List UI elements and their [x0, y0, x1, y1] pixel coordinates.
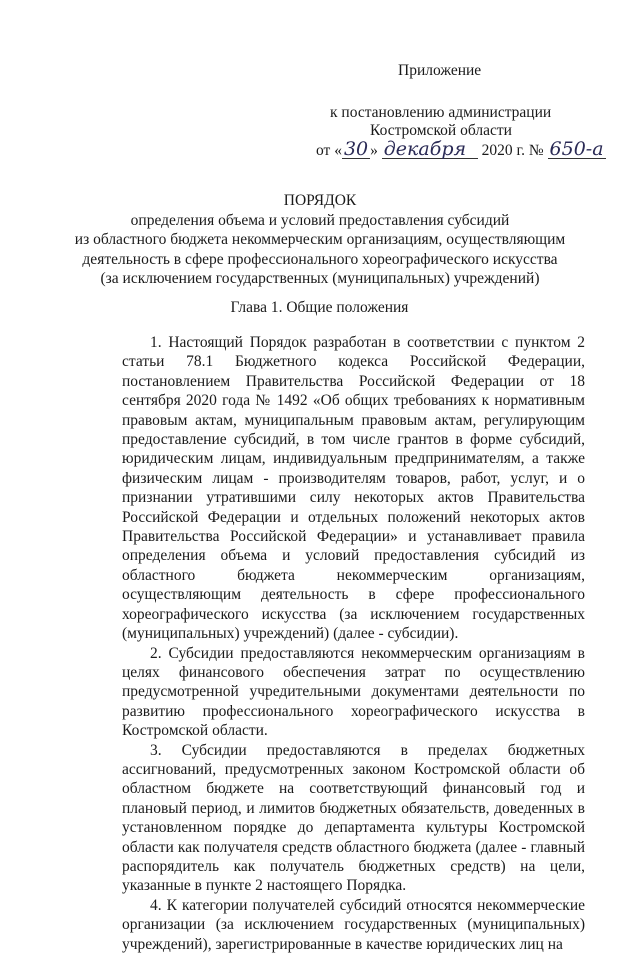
date-year: 2020 г. № [481, 142, 544, 159]
date-quote-close: » [370, 142, 378, 159]
paragraph-1: 1. Настоящий Порядок разработан в соответствии с пунктом 2 статьи 78.1 Бюджетного кодекса Российской Федерации, постановлением Правительства Российской Федерации от 18 сентября 2020 года № 1492 «Об общих требованиях к нормативным правовым актам, муниципальным правовым актам, регулирующим предоставление субсидий, в том числе грантов в форме субсидий, юридическим лицам, индивидуальным предпринимателям, а также физическим лицам - производителям товаров, работ, услуг, и о признании утратившими силу некоторых актов Правительства Российской Федерации и отдельных положений некоторых актов Правительства Российской Федерации» и устанавливает правила определения объема и условий предоставления субсидий из областного бюджета некоммерческим организациям, осуществляющим деятельность в сфере профессионального хореографического искусства (за исключением государственных (муниципальных) учреждений) (далее - субсидии). [122, 334, 585, 643]
paragraph-3: 3. Субсидии предоставляются в пределах бюджетных ассигнований, предусмотренных законом Костромской области об областном бюджете на соответствующий финансовый год и плановый период, и лимитов бюджетных обязательств, доведенных в установленном порядке до департамента культуры Костромской области как получателя средств областного бюджета (далее - главный распорядитель как получатель бюджетных средств) на цели, указанные в пункте 2 настоящего Порядка. [122, 741, 585, 895]
resolution-label: к постановлению администрации [330, 104, 552, 121]
date-prefix: от « [316, 142, 342, 159]
document-body [122, 333, 585, 954]
title-main: ПОРЯДОК [283, 192, 357, 209]
resolution-date-line [316, 140, 606, 160]
handwritten-day: 30 [343, 138, 369, 160]
paragraph-4: 4. К категории получателей субсидий относятся некоммерческие организации (за исключением государственных (муниципальных) учреждений), зарегистрированные в качестве юридических лиц на [122, 896, 585, 953]
title-line-2: из областного бюджета некоммерческим организациям, осуществляющим [74, 231, 566, 249]
handwritten-month: декабря [382, 140, 478, 159]
document-title [40, 191, 600, 289]
region-label: Костромской области [370, 122, 512, 139]
appendix-label: Приложение [398, 62, 482, 79]
paragraph-2: 2. Субсидии предоставляются некоммерческим организациям в целях финансового обеспечения затрат по осуществлению предусмотренной учредительными документами деятельности по развитию профессионального хореографического искусства в Костромской области. [122, 644, 585, 740]
title-line-4: (за исключением государственных (муниципальных) учреждений) [100, 270, 540, 288]
chapter-heading: Глава 1. Общие положения [230, 299, 409, 316]
handwritten-doc-number: 650-а [549, 138, 604, 160]
title-line-1: определения объема и условий предоставления субсидий [130, 211, 510, 229]
title-line-3: деятельность в сфере профессионального хореографического искусства [82, 250, 558, 268]
